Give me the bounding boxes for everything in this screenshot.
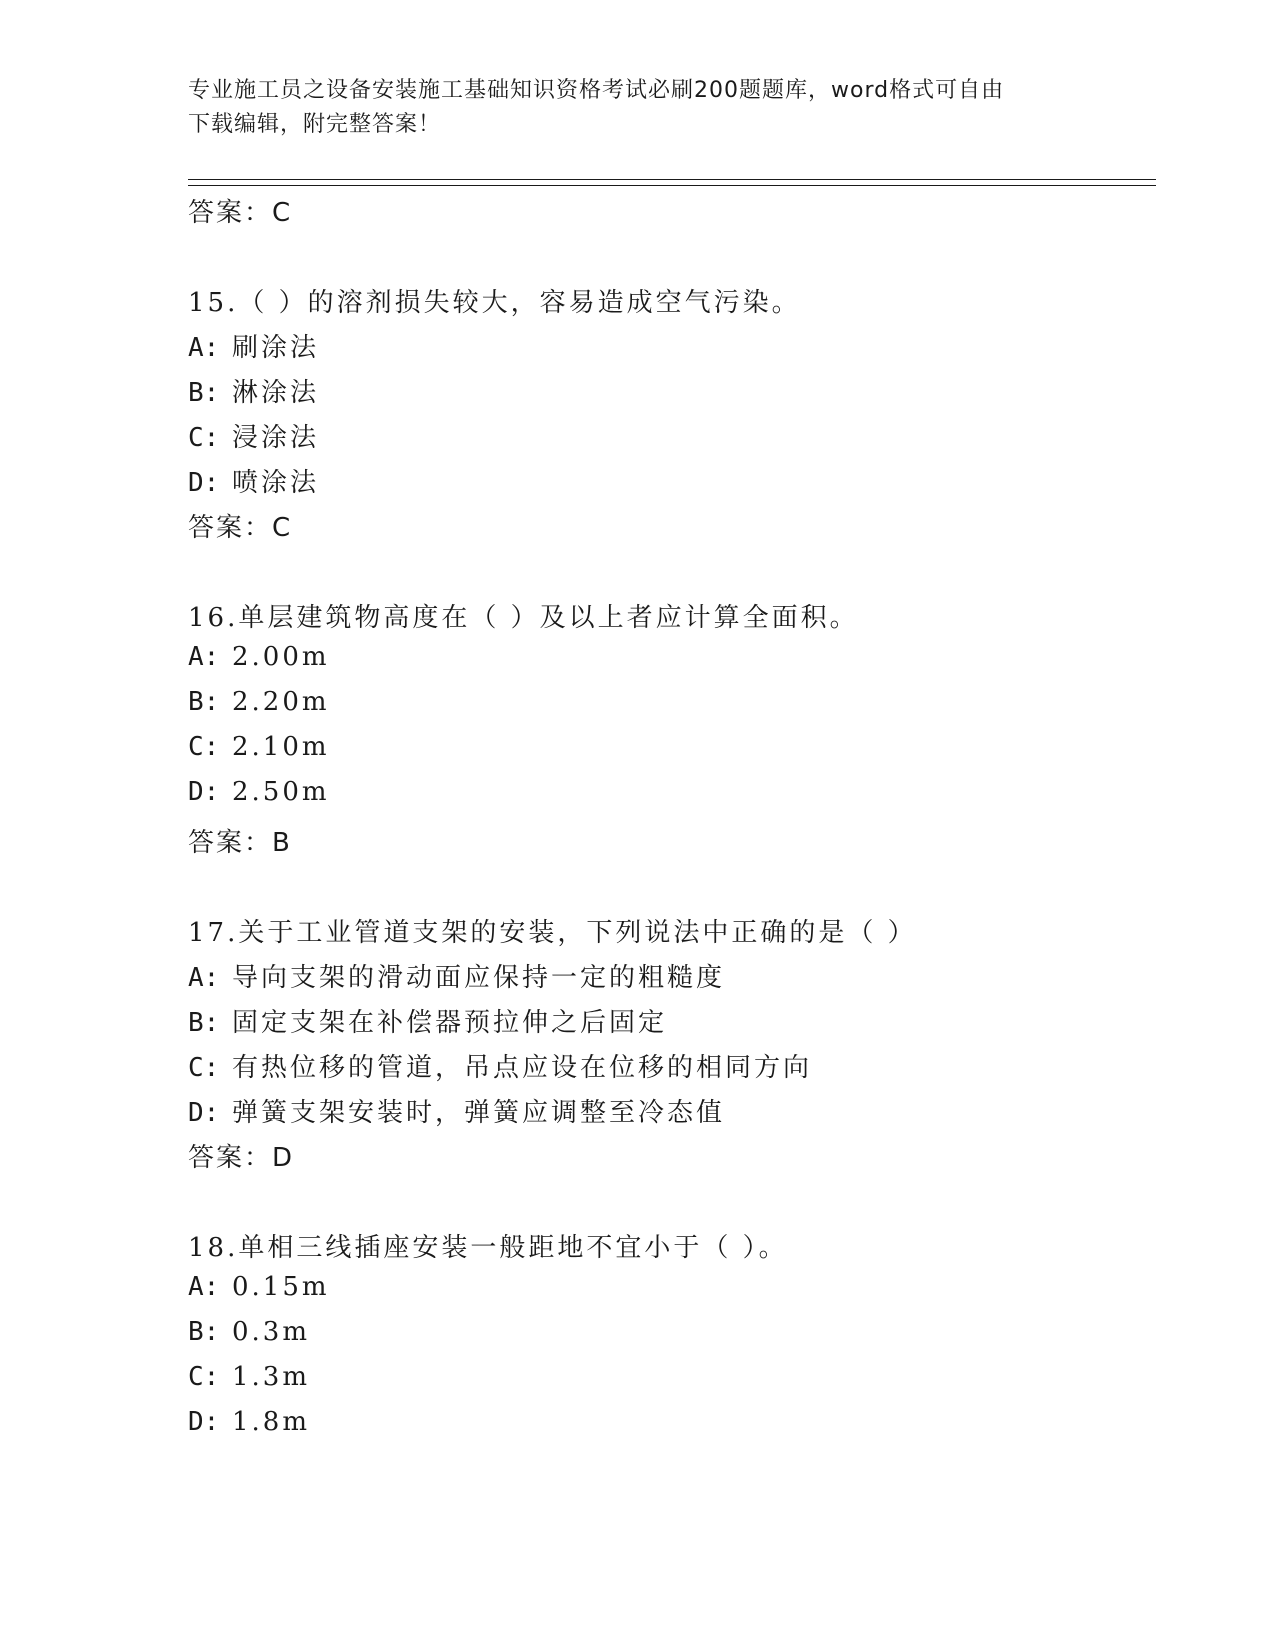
question-17-answer: 答案：D bbox=[188, 1143, 295, 1173]
option-key: D: bbox=[188, 1098, 220, 1128]
question-18-option-a bbox=[188, 1272, 330, 1302]
question-17-option-c bbox=[188, 1047, 812, 1084]
question-16-stem: 16.单层建筑物高度在（ ）及以上者应计算全面积。 bbox=[188, 603, 859, 633]
option-text: 2.00m bbox=[232, 642, 330, 672]
option-key: C: bbox=[188, 732, 220, 762]
option-key: D: bbox=[188, 1407, 220, 1437]
question-15-option-d bbox=[188, 462, 319, 499]
document-header bbox=[188, 74, 1088, 142]
option-key: C: bbox=[188, 423, 220, 453]
question-16-answer: 答案：B bbox=[188, 828, 292, 858]
option-key: D: bbox=[188, 468, 220, 498]
option-key: C: bbox=[188, 1053, 220, 1083]
question-16-option-b bbox=[188, 687, 330, 717]
option-text: 0.15m bbox=[232, 1272, 330, 1302]
question-18-stem: 18.单相三线插座安装一般距地不宜小于（ ）。 bbox=[188, 1233, 788, 1263]
question-17-option-b bbox=[188, 1002, 667, 1039]
option-text: 喷涂法 bbox=[232, 468, 320, 498]
option-text: 弹簧支架安装时，弹簧应调整至冷态值 bbox=[232, 1098, 726, 1128]
header-line-1: 专业施工员之设备安装施工基础知识资格考试必刷200题题库，word格式可自由 bbox=[188, 78, 1005, 103]
option-text: 2.50m bbox=[232, 777, 330, 807]
option-key: B: bbox=[188, 1317, 220, 1347]
question-15-stem: 15.（ ）的溶剂损失较大，容易造成空气污染。 bbox=[188, 288, 801, 318]
header-rule-top bbox=[188, 179, 1156, 180]
option-key: A: bbox=[188, 963, 220, 993]
option-key: A: bbox=[188, 1272, 220, 1302]
option-key: B: bbox=[188, 378, 220, 408]
option-text: 刷涂法 bbox=[232, 333, 320, 363]
question-16-option-a bbox=[188, 642, 330, 672]
option-key: A: bbox=[188, 642, 220, 672]
question-17-option-d bbox=[188, 1092, 725, 1129]
option-text: 有热位移的管道，吊点应设在位移的相同方向 bbox=[232, 1053, 813, 1083]
option-key: C: bbox=[188, 1362, 220, 1392]
question-18-option-d bbox=[188, 1407, 310, 1437]
question-18-option-b bbox=[188, 1317, 310, 1347]
option-text: 0.3m bbox=[232, 1317, 311, 1347]
previous-answer: 答案：C bbox=[188, 198, 293, 228]
option-key: B: bbox=[188, 687, 220, 717]
option-text: 浸涂法 bbox=[232, 423, 320, 453]
option-key: B: bbox=[188, 1008, 220, 1038]
question-17-stem: 17.关于工业管道支架的安装，下列说法中正确的是（ ） bbox=[188, 918, 917, 948]
question-15-option-c bbox=[188, 417, 319, 454]
question-18-option-c bbox=[188, 1362, 310, 1392]
option-text: 固定支架在补偿器预拉伸之后固定 bbox=[232, 1008, 668, 1038]
header-line-2: 下载编辑，附完整答案！ bbox=[188, 112, 442, 137]
option-text: 导向支架的滑动面应保持一定的粗糙度 bbox=[232, 963, 726, 993]
question-17-option-a bbox=[188, 957, 725, 994]
option-text: 2.10m bbox=[232, 732, 330, 762]
option-key: D: bbox=[188, 777, 220, 807]
question-15-option-a bbox=[188, 327, 319, 364]
option-key: A: bbox=[188, 333, 220, 363]
question-16-option-d bbox=[188, 777, 330, 807]
question-15-option-b bbox=[188, 372, 319, 409]
option-text: 1.8m bbox=[232, 1407, 311, 1437]
option-text: 2.20m bbox=[232, 687, 330, 717]
option-text: 1.3m bbox=[232, 1362, 311, 1392]
question-16-option-c bbox=[188, 732, 330, 762]
option-text: 淋涂法 bbox=[232, 378, 320, 408]
question-15-answer: 答案：C bbox=[188, 513, 293, 543]
header-rule-bottom bbox=[188, 185, 1156, 186]
